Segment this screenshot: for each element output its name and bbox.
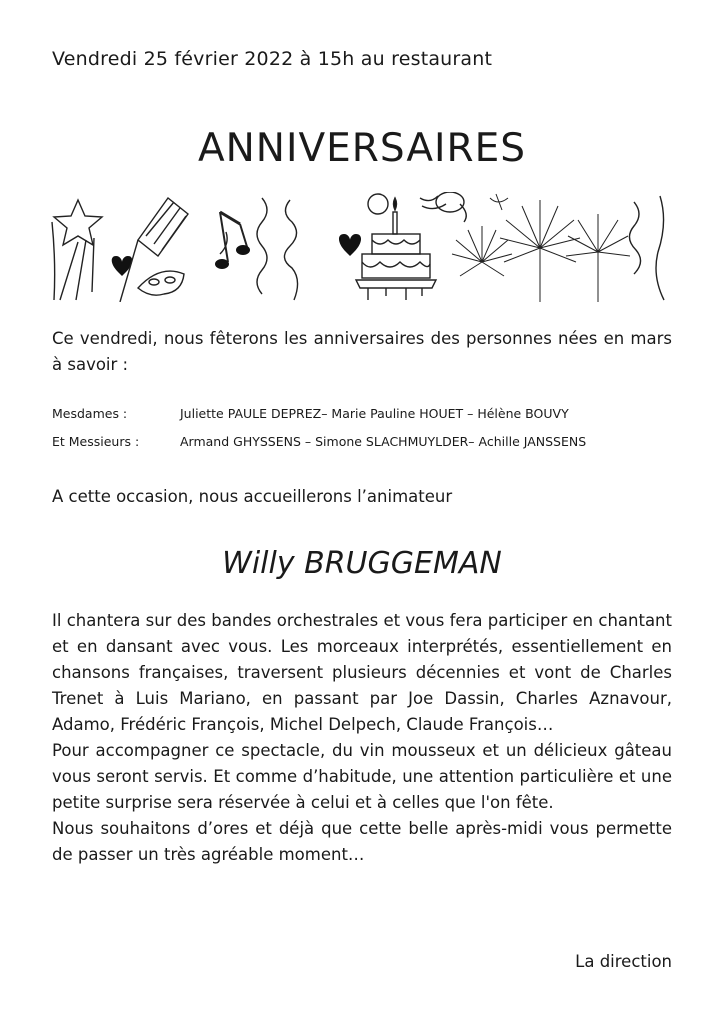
artist-name: Willy BRUGGEMAN	[222, 546, 502, 581]
party-banner	[50, 192, 672, 302]
gentlemen-names: Armand GHYSSENS – Simone SLACHMUYLDER– Achille JANSSENS	[180, 434, 587, 449]
fireworks-icon	[452, 194, 630, 302]
ladies-names: Juliette PAULE DEPREZ– Marie Pauline HOUET – Hélène BOUVY	[180, 406, 569, 421]
intro-text: Ce vendredi, nous fêterons les anniversaires des personnes nées en mars à savoir :	[52, 329, 672, 374]
date-line: Vendredi 25 février 2022 à 15h au restaurant	[52, 48, 493, 70]
flag-icon	[120, 198, 188, 302]
ladies-row	[52, 400, 672, 428]
paragraph: Pour accompagner ce spectacle, du vin mousseux et un délicieux gâteau vous seront servis. Et comme d’habitude, une attention particulière et une petite surprise sera réservée à celui et à celles que l'on fête.	[52, 741, 672, 812]
mask-icon	[138, 271, 184, 295]
music-note-icon	[215, 212, 250, 269]
ladies-label: Mesdames :	[52, 406, 128, 421]
body-text	[52, 608, 672, 868]
star-icon	[52, 200, 102, 300]
signature: La direction	[575, 952, 672, 971]
celebrants-list	[52, 400, 672, 456]
heart-icon	[112, 256, 133, 276]
gentlemen-row	[52, 428, 672, 456]
gentlemen-label: Et Messieurs :	[52, 434, 140, 449]
balloon-icon	[368, 192, 466, 222]
occasion-text: A cette occasion, nous accueillerons l’animateur	[52, 487, 453, 506]
paragraph: Nous souhaitons d’ores et déjà que cette belle après-midi vous permette de passer un très agréable moment…	[52, 819, 672, 864]
heart-icon	[339, 234, 361, 256]
paragraph: Il chantera sur des bandes orchestrales et vous fera participer en chantant et en dansant avec vous. Les morceaux interprétés, essentiellement en chansons françaises, traversent plusieurs décennies et vont de Charles Trenet à Luis Mariano, en passant par Joe Dassin, Charles Aznavour, Adamo, Frédéric François, Michel Delpech, Claude François…	[52, 611, 672, 734]
page-title: ANNIVERSAIRES	[197, 126, 527, 171]
streamer-icon	[257, 196, 664, 300]
birthday-cake-icon	[356, 198, 436, 300]
